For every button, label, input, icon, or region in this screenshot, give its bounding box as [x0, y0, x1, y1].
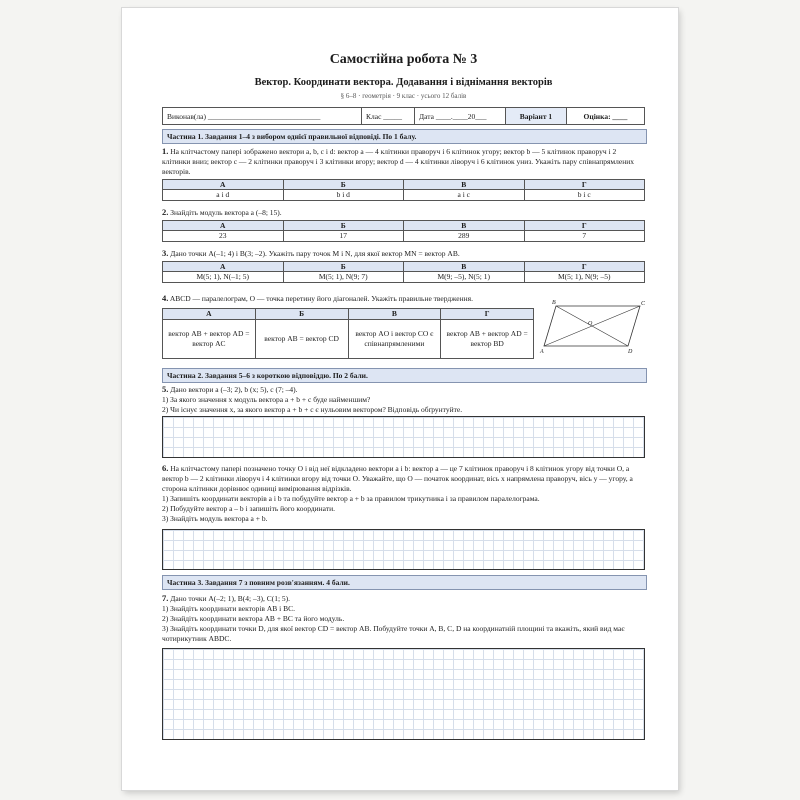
q1-header-a: А — [163, 180, 284, 190]
q1-header-d: Г — [524, 180, 645, 190]
question-5-part1: 1) За якого значення x модуль вектора a + b + c буде найменшим? — [162, 395, 371, 404]
q3-option-b[interactable]: M(5; 1), N(9; 7) — [283, 272, 404, 283]
question-4-answers — [162, 308, 534, 359]
question-4-number: 4. — [162, 293, 169, 303]
variant-label: Варіант 1 — [506, 108, 567, 125]
question-3 — [162, 248, 645, 259]
question-5 — [162, 384, 645, 415]
worksheet-meta: § 6–8 · геометрія · 9 клас · усього 12 балів — [340, 92, 467, 100]
q2-header-d: Г — [524, 221, 645, 231]
question-4-text: ABCD — паралелограм, O — точка перетину його діагоналей. Укажіть правильне твердження. — [169, 294, 473, 303]
worksheet-title: Самостійна робота № 3 — [329, 52, 478, 67]
q2-option-a[interactable]: 23 — [163, 231, 284, 242]
question-2-answers — [162, 220, 645, 242]
q2-header-a: А — [163, 221, 284, 231]
student-header-table — [162, 107, 645, 125]
question-6-text: На клітчастому папері позначено точку O і від неї відкладено вектори a і b: вектор a — це 7 клітинок праворуч і 8 клітинок угору від точки O, а вектор b — 2 клітинки ліворуч і 4 клітинки вгору від точки O. Уважайте, що O — початок координат, вісь x напрямлена праворуч, вісь y — угору, а сторона клітинки дорівнює одиниці вимірювання відрізків. — [162, 464, 633, 493]
q3-header-c: В — [404, 262, 525, 272]
q1-header-b: Б — [283, 180, 404, 190]
question-2-number: 2. — [162, 207, 169, 217]
question-1-number: 1. — [162, 146, 169, 156]
question-3-text: Дано точки A(–1; 4) і B(3; –2). Укажіть пару точок M і N, для якої вектор MN = вектор AB. — [170, 249, 460, 258]
question-6-part1: 1) Запишіть координати векторів a і b та побудуйте вектор a + b за правилом трикутника і за правилом паралелограма. — [162, 494, 540, 503]
question-7-intro: Дано точки A(–2; 1), B(4; –3), C(1; 5). — [170, 594, 291, 603]
q1-header-c: В — [404, 180, 525, 190]
question-1-text: На клітчастому папері зображено вектори a, b, c і d: вектор a — 4 клітинки праворуч і 6 клітинок угору; вектор b — 5 клітинок праворуч і 2 клітинки вниз; вектор c — 2 клітинки праворуч і 3 клітинки вгору; вектор d — 4 клітинки ліворуч і 6 клітинок униз. Укажіть пару співнапрямлених векторів. — [162, 147, 635, 176]
question-5-intro: Дано вектори a (–3; 2), b (x; 5), c (7; –4). — [170, 385, 298, 394]
date-field[interactable]: Дата ____.____20___ — [415, 108, 506, 125]
question-3-answers — [162, 261, 645, 283]
q4-header-b: Б — [255, 309, 348, 320]
question-5-number: 5. — [162, 384, 169, 394]
q4-header-c: В — [348, 309, 441, 320]
q3-header-a: А — [163, 262, 284, 272]
q2-header-c: В — [404, 221, 525, 231]
q4-header-d: Г — [441, 309, 534, 320]
q4-option-d[interactable]: вектор AB + вектор AD = вектор BD — [441, 320, 534, 359]
question-1-answers — [162, 179, 645, 201]
question-2-text: Знайдіть модуль вектора a (–8; 15). — [170, 208, 282, 217]
question-7-answer-grid[interactable] — [162, 648, 645, 740]
question-7-number: 7. — [162, 593, 169, 603]
q2-option-c[interactable]: 289 — [404, 231, 525, 242]
question-5-answer-grid[interactable] — [162, 416, 645, 458]
grade-field[interactable]: Оцінка: ____ — [567, 108, 645, 125]
vertex-a-label: A — [540, 349, 544, 355]
q2-header-b: Б — [283, 221, 404, 231]
question-7-part2: 2) Знайдіть координати вектора AB + BC та його модуль. — [162, 614, 345, 623]
parallelogram-figure — [540, 298, 648, 355]
q2-option-d[interactable]: 7 — [524, 231, 645, 242]
worksheet-subtitle: Вектор. Координати вектора. Додавання і віднімання векторів — [254, 77, 553, 88]
q4-header-a: А — [163, 309, 256, 320]
q3-option-d[interactable]: M(5; 1), N(9; –5) — [524, 272, 645, 283]
q1-option-b[interactable]: b і d — [283, 190, 404, 201]
q4-option-b[interactable]: вектор AB = вектор CD — [255, 320, 348, 359]
question-4 — [162, 293, 542, 304]
question-5-part2: 2) Чи існує значення x, за якого вектор a + b + c є нульовим вектором? Відповідь обґрунтуйте. — [162, 405, 463, 414]
part1-heading: Частина 1. Завдання 1–4 з вибором однієї правильної відповіді. По 1 балу. — [162, 129, 647, 144]
q2-option-b[interactable]: 17 — [283, 231, 404, 242]
student-name-field[interactable]: Виконав(ла) ______________________________ — [163, 108, 362, 125]
q3-option-a[interactable]: M(5; 1), N(–1; 5) — [163, 272, 284, 283]
question-6-number: 6. — [162, 463, 169, 473]
question-6-part2: 2) Побудуйте вектор a – b і запишіть його координати. — [162, 504, 335, 513]
question-2 — [162, 207, 645, 218]
vertex-b-label: B — [552, 300, 556, 306]
q1-option-a[interactable]: a і d — [163, 190, 284, 201]
class-field[interactable]: Клас _____ — [362, 108, 415, 125]
part2-heading: Частина 2. Завдання 5–6 з короткою відповіддю. По 2 бали. — [162, 368, 647, 383]
q1-option-d[interactable]: b і c — [524, 190, 645, 201]
question-3-number: 3. — [162, 248, 169, 258]
question-6-answer-grid[interactable] — [162, 529, 645, 570]
question-7-part3: 3) Знайдіть координати точки D, для якої вектор CD = вектор AB. Побудуйте точки A, B, C, D на координатній площині та вкажіть, який вид має чотирикутник ABDC. — [162, 624, 625, 643]
part3-heading: Частина 3. Завдання 7 з повним розв'язанням. 4 бали. — [162, 575, 647, 590]
q1-option-c[interactable]: a і c — [404, 190, 525, 201]
q4-option-a[interactable]: вектор AB + вектор AD = вектор AC — [163, 320, 256, 359]
question-6 — [162, 463, 645, 524]
q3-header-d: Г — [524, 262, 645, 272]
question-1 — [162, 146, 645, 177]
worksheet-page — [122, 8, 678, 790]
q3-option-c[interactable]: M(9; –5), N(5; 1) — [404, 272, 525, 283]
q3-header-b: Б — [283, 262, 404, 272]
point-o-label: O — [588, 321, 593, 327]
question-7 — [162, 593, 645, 644]
vertex-c-label: C — [641, 301, 646, 307]
vertex-d-label: D — [628, 349, 633, 355]
q4-option-c[interactable]: вектор AO і вектор CO є співнапрямленими — [348, 320, 441, 359]
question-7-part1: 1) Знайдіть координати векторів AB і BC. — [162, 604, 295, 613]
question-6-part3: 3) Знайдіть модуль вектора a + b. — [162, 514, 268, 523]
